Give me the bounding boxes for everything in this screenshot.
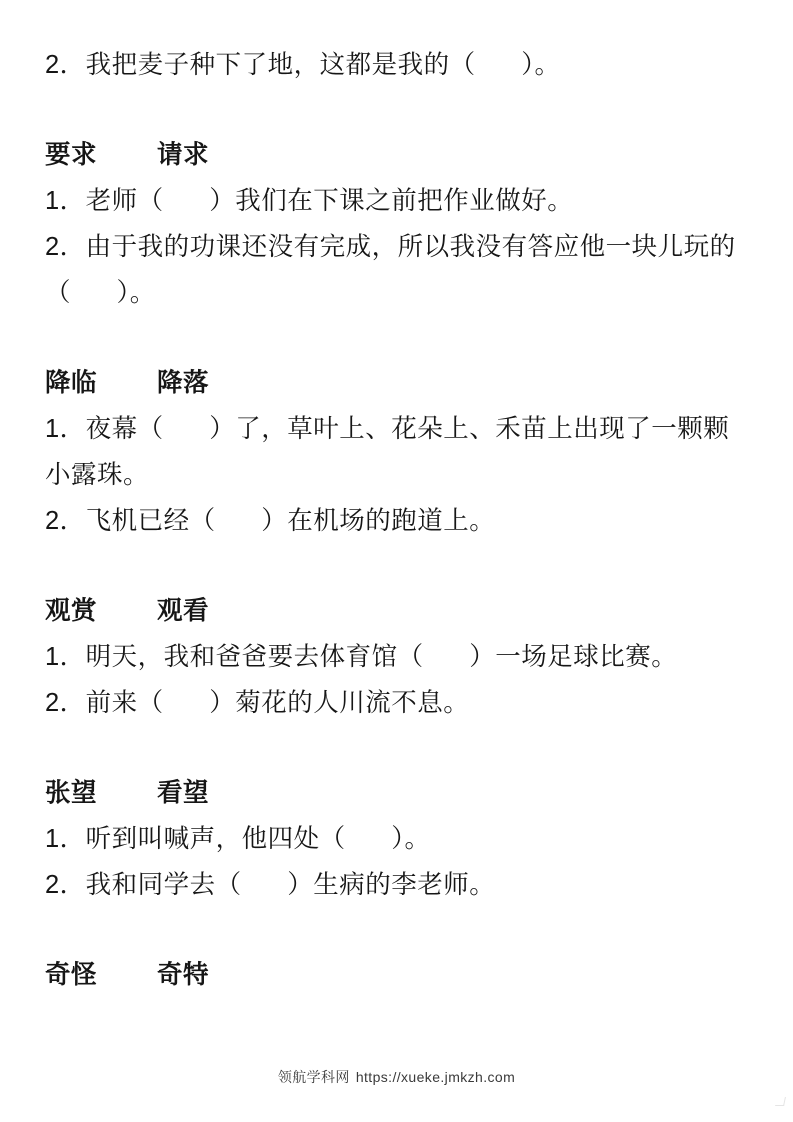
word-pair-heading (45, 360, 755, 406)
section-gap (45, 88, 755, 132)
section-gap (45, 544, 755, 588)
page-corner-mark (773, 1094, 787, 1108)
question-line: 2．由于我的功课还没有完成，所以我没有答应他一块儿玩的（ ）。 (45, 233, 736, 307)
question-line: 2．飞机已经（ ）在机场的跑道上。 (45, 507, 496, 535)
word-pair-heading (45, 952, 755, 998)
question-line: 1．听到叫喊声，他四处（ ）。 (45, 825, 431, 853)
question-line: 1．明天，我和爸爸要去体育馆（ ）一场足球比赛。 (45, 643, 678, 671)
section-gap (45, 316, 755, 360)
section-gap (45, 726, 755, 770)
footer-site-name: 领航学科网 (277, 1069, 350, 1085)
word-choice-1: 奇怪 (45, 961, 98, 989)
question-line: 1．夜幕（ ）了，草叶上、花朵上、禾苗上出现了一颗颗小露珠。 (45, 415, 730, 489)
word-pair-heading (45, 132, 755, 178)
word-choice-1: 观赏 (45, 597, 98, 625)
question-line: 2．我和同学去（ ）生病的李老师。 (45, 871, 496, 899)
question-line: 2．前来（ ）菊花的人川流不息。 (45, 689, 470, 717)
word-choice-2: 看望 (157, 779, 210, 807)
word-pair-heading (45, 770, 755, 816)
question-line: 1．老师（ ）我们在下课之前把作业做好。 (45, 187, 574, 215)
worksheet-content (45, 42, 755, 998)
footer-url: https://xueke.jmkzh.com (355, 1069, 516, 1085)
section-gap (45, 908, 755, 952)
page-footer (0, 1067, 793, 1087)
word-choice-2: 观看 (157, 597, 210, 625)
word-choice-1: 降临 (45, 369, 98, 397)
word-choice-2: 奇特 (157, 961, 210, 989)
word-choice-1: 要求 (45, 141, 98, 169)
question-line: 2．我把麦子种下了地，这都是我的（ ）。 (45, 51, 561, 79)
word-pair-heading (45, 588, 755, 634)
word-choice-2: 请求 (157, 141, 210, 169)
word-choice-1: 张望 (45, 779, 98, 807)
word-choice-2: 降落 (157, 369, 210, 397)
